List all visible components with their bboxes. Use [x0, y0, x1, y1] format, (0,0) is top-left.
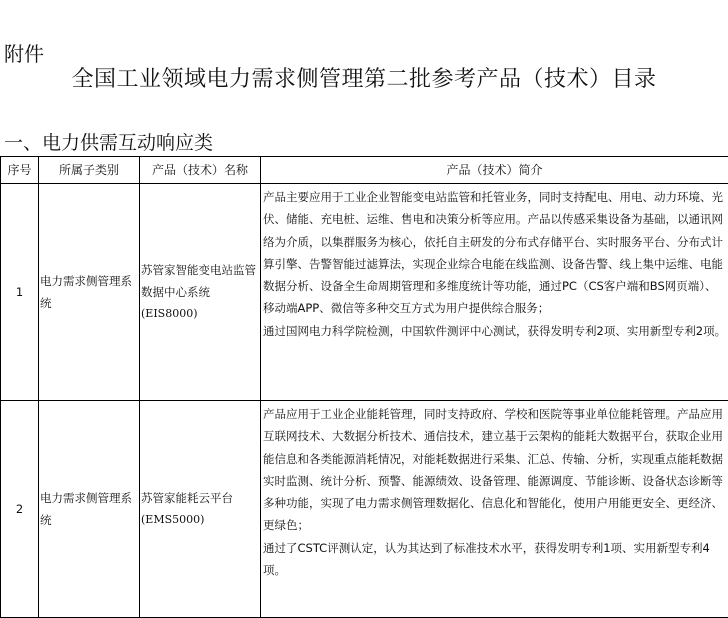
header-product-name: 产品（技术）名称 — [140, 157, 261, 184]
row-product-code: (EMS5000) — [141, 509, 259, 531]
header-category: 所属子类别 — [39, 157, 140, 184]
attachment-label: 附件 — [4, 38, 44, 67]
row-product-name: 苏管家智能变电站监管数据中心系统 — [141, 259, 259, 304]
document-title: 全国工业领域电力需求侧管理第二批参考产品（技术）目录 — [0, 62, 728, 93]
table-row — [1, 184, 728, 401]
row-intro-cell — [261, 401, 728, 618]
product-catalog-table — [0, 156, 728, 618]
row-category: 电力需求侧管理系统 — [39, 184, 140, 401]
row-category: 电力需求侧管理系统 — [39, 401, 140, 618]
row-intro-extra: 通过国网电力科学院检测，中国软件测评中心测试，获得发明专利2项、实用新型专利2项。 — [263, 320, 727, 342]
row-intro-extra: 通过了CSTC评测认定，认为其达到了标准技术水平，获得发明专利1项、实用新型专利4项。 — [263, 537, 727, 582]
header-index: 序号 — [1, 157, 39, 184]
row-product-cell — [140, 401, 261, 618]
row-intro-cell — [261, 184, 728, 401]
row-intro: 产品应用于工业企业能耗管理，同时支持政府、学校和医院等事业单位能耗管理。产品应用互联网技术、大数据分析技术、通信技术，建立基于云架构的能耗大数据平台，获取企业用能信息和各类能源消耗情况，对能耗数据进行采集、汇总、传输、分析，实现重点能耗数据实时监测、统计分析、预警、能源绩效、设备管理、能源调度、节能诊断、设备状态诊断等多种功能，实现了电力需求侧管理数据化、信息化和智能化，使用户用能更安全、更经济、更绿色； — [263, 403, 727, 537]
row-index: 2 — [1, 401, 39, 618]
row-product-code: (EIS8000) — [141, 303, 259, 325]
section-heading: 一、电力供需互动响应类 — [4, 128, 213, 155]
row-index: 1 — [1, 184, 39, 401]
row-product-name: 苏管家能耗云平台 — [141, 487, 259, 509]
table-header-row — [1, 157, 728, 184]
row-product-cell — [140, 184, 261, 401]
table-row — [1, 401, 728, 618]
header-intro: 产品（技术）简介 — [261, 157, 728, 184]
row-intro: 产品主要应用于工业企业智能变电站监管和托管业务，同时支持配电、用电、动力环境、光伏、储能、充电桩、运维、售电和决策分析等应用。产品以传感采集设备为基础，以通讯网络为介质，以集群服务为核心，依托自主研发的分布式存储平台、实时服务平台、分布式计算引擎、告警智能过滤算法，实现企业综合电能在线监测、设备告警、线上集中运维、电能数据分析、设备全生命周期管理和多维度统计等功能，通过PC（CS客户端和BS网页端）、移动端APP、微信等多种交互方式为用户提供综合服务； — [263, 186, 727, 320]
